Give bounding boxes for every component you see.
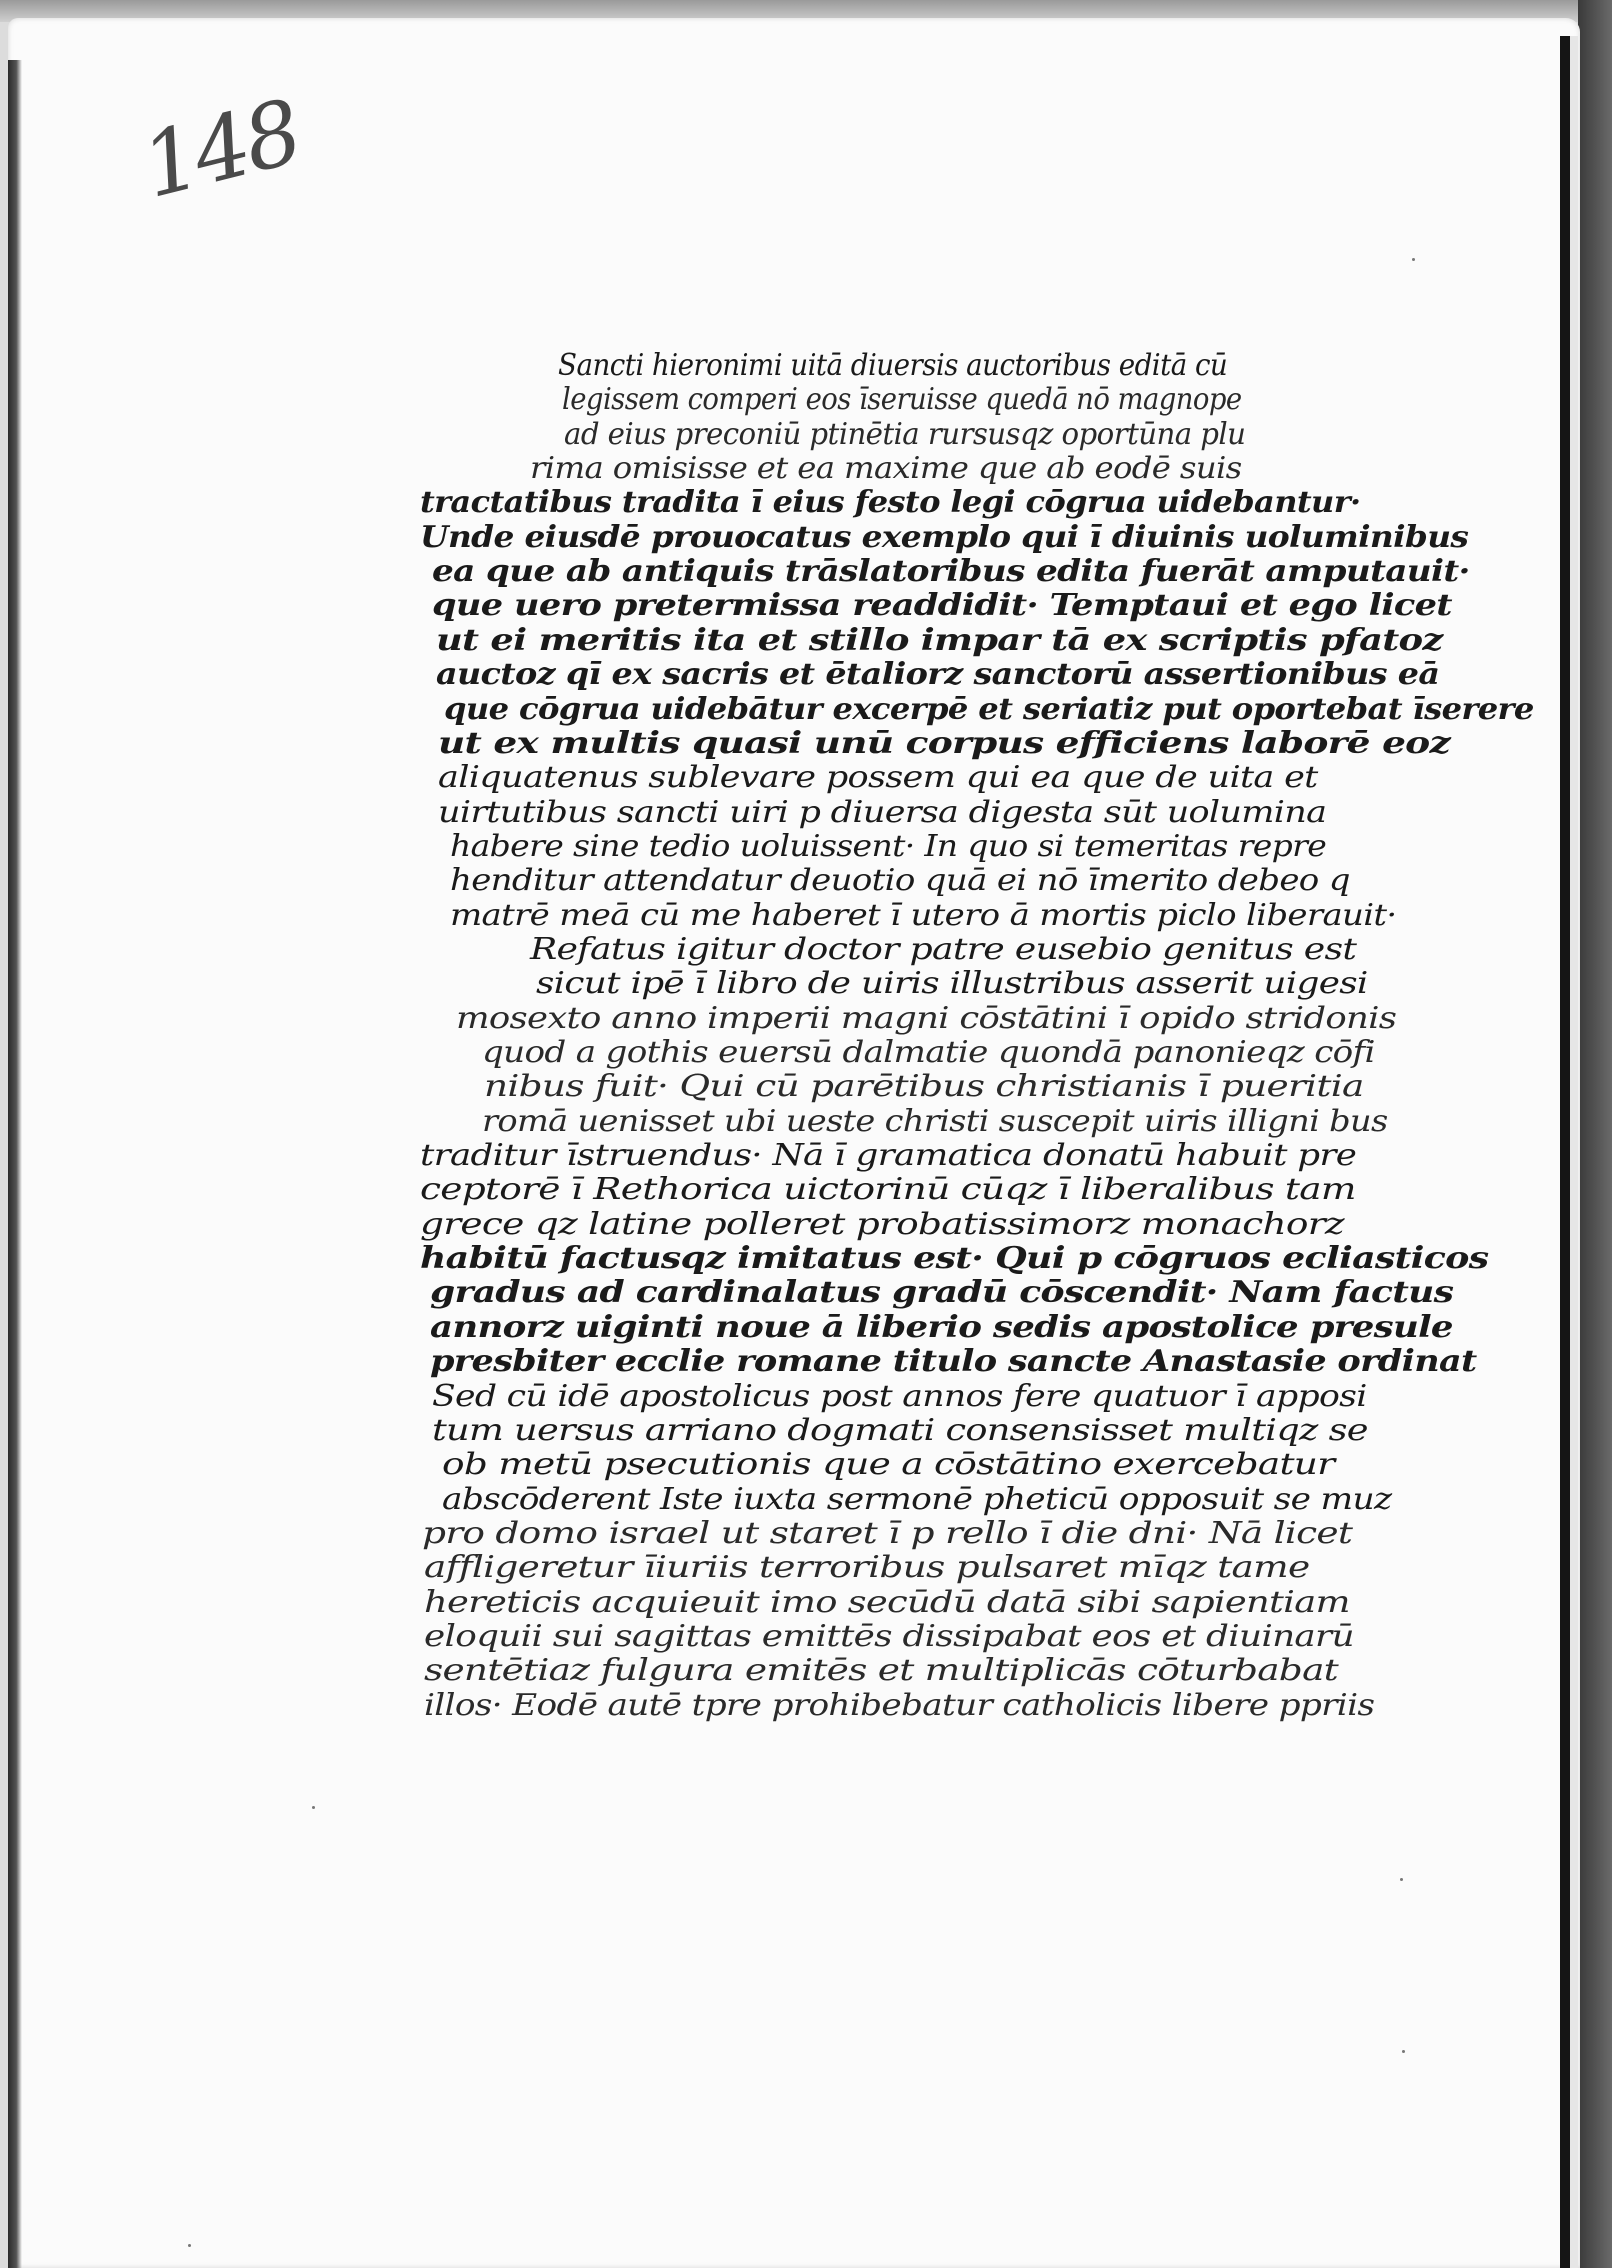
speck — [312, 1806, 315, 1809]
manuscript-line: rima omisisse et ea maxime que ab eodē suis — [530, 451, 1242, 486]
manuscript-line: henditur attendatur deuotio quā ei nō īmerito debeo q — [450, 863, 1350, 898]
next-leaf-sliver — [1570, 36, 1578, 2268]
speck — [1402, 2050, 1405, 2053]
manuscript-line: matrē meā cū me haberet ī utero ā mortis piclo liberauit· — [450, 898, 1397, 933]
manuscript-line: Sed cū idē apostolicus post annos fere quatuor ī apposi — [432, 1379, 1367, 1414]
manuscript-line: pro domo israel ut staret ī p rello ī die dni· Nā licet — [422, 1516, 1353, 1551]
manuscript-line: eloquii sui sagittas emittēs dissipabat eos et diuinarū — [424, 1619, 1354, 1654]
manuscript-line: quod a gothis euersū dalmatie quondā panonieqz cōfi — [482, 1035, 1375, 1070]
manuscript-line: uirtutibus sancti uiri p diuersa digesta sūt uolumina — [438, 795, 1327, 830]
manuscript-line: ad eius preconiū ptinētia rursusqz oportūna plu — [564, 417, 1246, 452]
manuscript-line: ea que ab antiquis trāslatoribus edita fuerāt amputauit· — [432, 554, 1470, 589]
manuscript-line: nibus fuit· Qui cū parētibus christianis ī pueritia — [484, 1069, 1364, 1104]
manuscript-line: habitū factusqz imitatus est· Qui p cōgruos ecliasticos — [420, 1241, 1489, 1276]
manuscript-line: annorz uiginti noue ā liberio sedis apostolice presule — [430, 1310, 1453, 1345]
manuscript-line: grece qz latine polleret probatissimorz monachorz — [420, 1207, 1344, 1242]
binding-shadow-right — [1578, 0, 1612, 2268]
manuscript-line: hereticis acquieuit imo secūdū datā sibi sapientiam — [424, 1585, 1350, 1620]
manuscript-line: gradus ad cardinalatus gradū cōscendit· Nam factus — [430, 1275, 1454, 1310]
manuscript-line: Sancti hieronimi uitā diuersis auctoribus editā cū — [558, 348, 1228, 383]
manuscript-line: tractatibus tradita ī eius festo legi cōgrua uidebantur· — [420, 485, 1361, 520]
manuscript-line: sentētiaz fulgura emitēs et multiplicās cōturbabat — [424, 1653, 1339, 1688]
folio-number: 148 — [132, 80, 309, 218]
manuscript-line: ut ex multis quasi unū corpus efficiens laborē eoz — [438, 726, 1450, 761]
speck — [1412, 258, 1415, 261]
manuscript-line: Unde eiusdē prouocatus exemplo qui ī diuinis uoluminibus — [420, 520, 1469, 555]
manuscript-line: tum uersus arriano dogmati consensisset multiqz se — [432, 1413, 1368, 1448]
manuscript-line: aliquatenus sublevare possem qui ea que de uita et — [438, 760, 1318, 795]
manuscript-line: presbiter ecclie romane titulo sancte Anastasie ordinat — [430, 1344, 1477, 1379]
manuscript-line: habere sine tedio uoluissent· In quo si temeritas repre — [450, 829, 1327, 864]
speck — [188, 2244, 191, 2247]
manuscript-line: auctoz qī ex sacris et ētaliorz sanctorū assertionibus eā — [436, 657, 1440, 692]
speck — [1400, 1878, 1403, 1881]
page-edge-left — [8, 60, 22, 2268]
manuscript-line: abscōderent Iste iuxta sermonē pheticū opposuit se muz — [442, 1482, 1392, 1517]
manuscript-line: ceptorē ī Rethorica uictorinū cūqz ī liberalibus tam — [420, 1172, 1356, 1207]
manuscript-line: affligeretur īiuriis terroribus pulsaret mīqz tame — [424, 1550, 1310, 1585]
manuscript-line: que cōgrua uidebātur excerpē et seriatiz put oportebat īserere — [444, 692, 1534, 727]
manuscript-line: legissem comperi eos īseruisse quedā nō magnope — [562, 382, 1242, 417]
page-edge-right — [1560, 36, 1570, 2268]
manuscript-line: sicut ipē ī libro de uiris illustribus asserit uigesi — [536, 966, 1368, 1001]
manuscript-line: ob metū psecutionis que a cōstātino exercebatur — [442, 1447, 1335, 1482]
manuscript-line: Refatus igitur doctor patre eusebio genitus est — [530, 932, 1357, 967]
manuscript-line: illos· Eodē autē tpre prohibebatur catholicis libere ppriis — [424, 1688, 1375, 1723]
manuscript-line: que uero pretermissa readdidit· Temptaui et ego licet — [432, 588, 1452, 623]
manuscript-line: mosexto anno imperii magni cōstātini ī opido stridonis — [456, 1001, 1397, 1036]
manuscript-line: traditur īstruendus· Nā ī gramatica donatū habuit pre — [420, 1138, 1357, 1173]
manuscript-line: romā uenisset ubi ueste christi suscepit uiris illigni bus — [482, 1104, 1388, 1139]
manuscript-line: ut ei meritis ita et stillo impar tā ex scriptis pfatoz — [436, 623, 1443, 658]
